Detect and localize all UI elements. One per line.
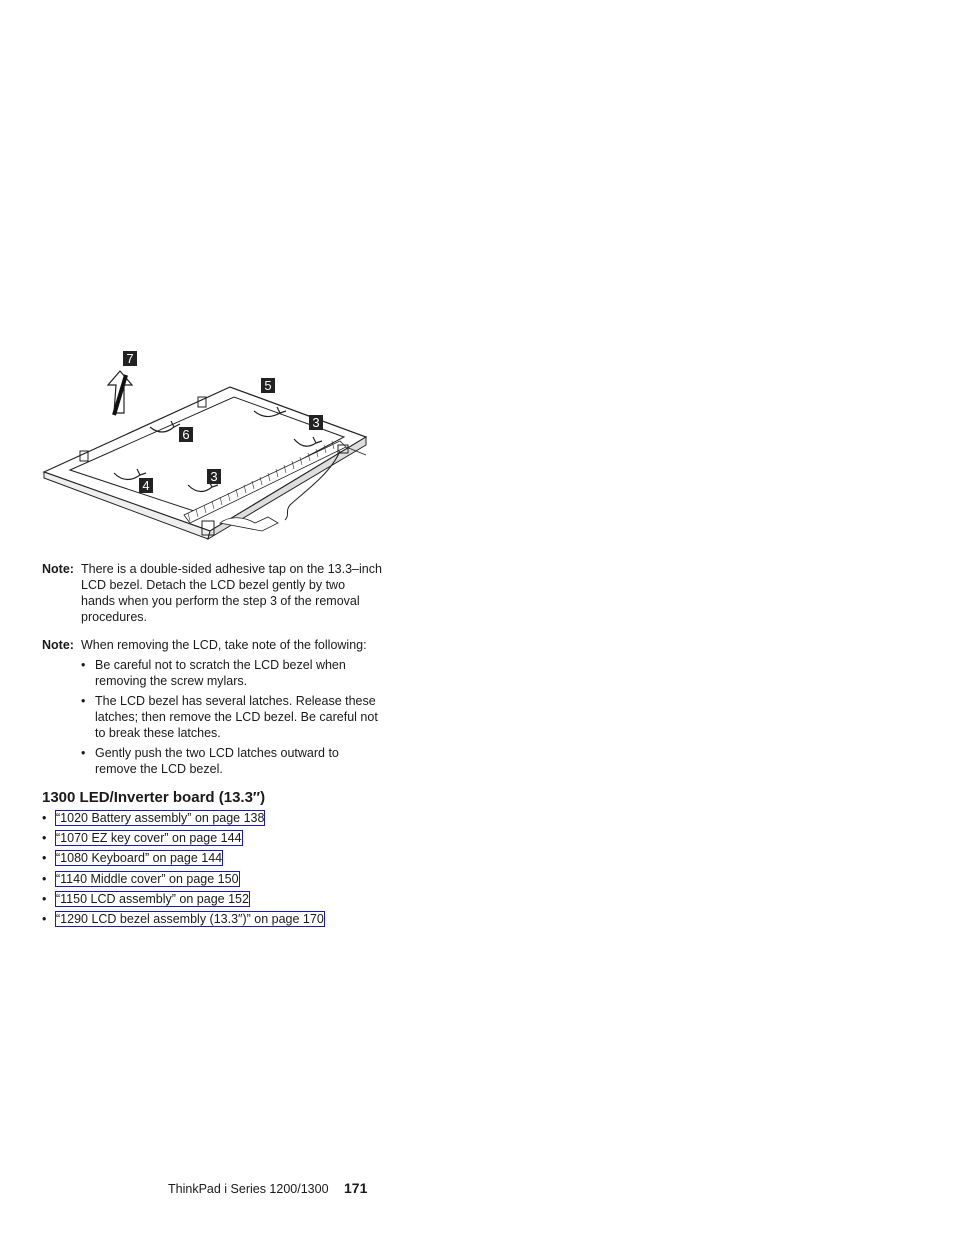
list-item xyxy=(81,657,382,689)
callout-5-label: 5 xyxy=(264,378,272,393)
bullet: • xyxy=(42,891,47,906)
book-title: ThinkPad i Series 1200/1300 xyxy=(168,1182,329,1196)
page-number: 171 xyxy=(344,1180,368,1196)
page-footer xyxy=(168,1180,367,1196)
lcd-removal-note xyxy=(42,637,382,781)
list-item xyxy=(42,870,325,890)
bullet: • xyxy=(81,658,86,672)
bullet: • xyxy=(42,871,47,886)
link-battery-assembly[interactable]: “1020 Battery assembly” on page 138 xyxy=(56,811,265,825)
bullet: • xyxy=(42,811,47,825)
note-text: There is a double-sided adhesive tap on the 13.3–inch LCD bezel. Detach the LCD bezel gently by two hands when you perform the step 3 of the removal procedures. xyxy=(81,562,382,624)
callout-4-label: 4 xyxy=(142,478,150,493)
callout-6-label: 6 xyxy=(182,427,190,442)
list-item-text: Be careful not to scratch the LCD bezel when removing the screw mylars. xyxy=(95,658,346,688)
list-item-text: Gently push the two LCD latches outward to remove the LCD bezel. xyxy=(95,746,339,776)
note-label: Note: xyxy=(42,562,74,576)
bullet: • xyxy=(81,694,86,708)
callout-7 xyxy=(123,351,137,366)
link-keyboard[interactable]: “1080 Keyboard” on page 144 xyxy=(56,851,223,866)
callout-3-right xyxy=(309,415,323,430)
link-lcd-bezel-assembly[interactable]: “1290 LCD bezel assembly (13.3″)” on page 170 xyxy=(56,911,324,926)
callout-5 xyxy=(261,378,275,393)
link-ez-key-cover[interactable]: “1070 EZ key cover” on page 144 xyxy=(56,831,242,846)
callout-6 xyxy=(179,427,193,442)
list-item xyxy=(42,910,325,930)
list-item-text: The LCD bezel has several latches. Release these latches; then remove the LCD bezel. Be careful not to break these latches. xyxy=(95,694,378,740)
prerequisite-link-list xyxy=(42,809,325,930)
link-lcd-assembly[interactable]: “1150 LCD assembly” on page 152 xyxy=(56,891,249,906)
list-item xyxy=(42,890,325,910)
callout-3-left xyxy=(207,469,221,484)
list-item xyxy=(42,849,325,869)
callout-3-left-label: 3 xyxy=(210,469,218,484)
note-label: Note: xyxy=(42,638,74,652)
section-heading: 1300 LED/Inverter board (13.3″) xyxy=(42,789,266,806)
note-text: When removing the LCD, take note of the following: xyxy=(81,638,367,652)
list-item xyxy=(42,829,325,849)
list-item xyxy=(81,745,382,777)
list-item xyxy=(81,693,382,741)
callout-7-label: 7 xyxy=(126,351,134,366)
callout-3-right-label: 3 xyxy=(312,415,320,430)
bullet: • xyxy=(42,851,47,866)
note-list xyxy=(81,657,382,777)
bullet: • xyxy=(42,831,47,846)
callout-4 xyxy=(139,478,153,493)
bullet: • xyxy=(42,911,47,926)
lcd-bezel-removal-diagram xyxy=(40,345,380,550)
adhesive-tape-note xyxy=(42,561,382,625)
link-middle-cover[interactable]: “1140 Middle cover” on page 150 xyxy=(56,871,239,886)
list-item xyxy=(42,809,325,829)
bullet: • xyxy=(81,746,86,760)
